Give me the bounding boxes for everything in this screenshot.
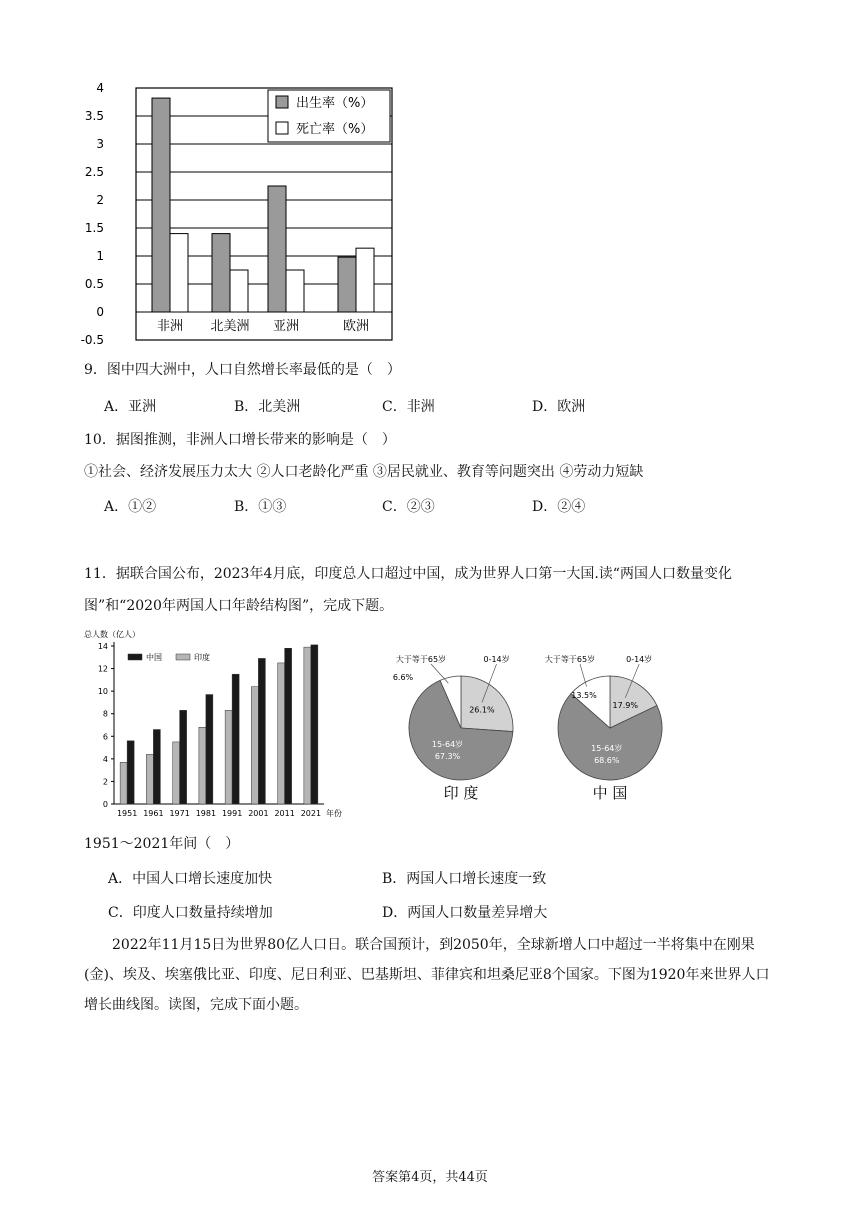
y-tick-label: 1.5	[84, 221, 104, 235]
x-tick-label: 1971	[169, 809, 190, 818]
slice-name-label: 15-64岁	[431, 740, 464, 750]
q10-option-d[interactable]: D．②④	[532, 499, 586, 515]
legend-swatch	[276, 122, 288, 134]
china-bar	[206, 695, 213, 804]
y-tick-label: 6	[102, 732, 108, 742]
question-11-intro-line1: 11．据联合国公布，2023年4月底，印度总人口超过中国，成为世界人口第一大国.读“两国人口数量变化	[84, 566, 732, 582]
y-tick-label: 1	[96, 249, 104, 263]
birth-rate-bar	[152, 98, 170, 312]
x-tick-label: 1981	[195, 809, 217, 818]
china-bar	[311, 645, 318, 804]
india-bar	[304, 647, 311, 804]
india-bar	[120, 762, 127, 804]
birth-rate-bar	[338, 257, 356, 312]
slice-value-label: 13.5%	[571, 691, 597, 700]
y-tick-label: 0	[102, 800, 108, 809]
question-11-intro-line2: 图”和“2020年两国人口年龄结构图”，完成下题。	[84, 598, 394, 614]
pie-title: 中 国	[592, 784, 628, 802]
x-category-label: 亚洲	[272, 319, 300, 334]
x-tick-label: 2011	[274, 809, 295, 818]
question-9-stem: 9．图中四大洲中，人口自然增长率最低的是（ ）	[84, 362, 401, 378]
x-axis-title: 年份	[326, 809, 342, 818]
x-tick-label: 1961	[143, 809, 164, 818]
q11-option-d[interactable]: D．两国人口数量差异增大	[382, 905, 548, 921]
y-tick-label: 4	[96, 81, 104, 95]
china-bar	[180, 710, 187, 804]
india-bar	[199, 727, 206, 804]
death-rate-bar	[230, 270, 248, 312]
q11-option-b[interactable]: B．两国人口增长速度一致	[382, 871, 547, 887]
legend-swatch	[276, 96, 288, 108]
page-footer: 答案第4页，共44页	[372, 1170, 488, 1185]
y-tick-label: 0.5	[84, 277, 104, 291]
legend-label: 印度	[194, 653, 210, 662]
y-tick-label: 12	[97, 664, 108, 674]
slice-name-label: 大于等于65岁	[544, 655, 596, 664]
pie-china	[545, 654, 662, 802]
y-tick-label: 2	[96, 193, 104, 207]
slice-value-label: 68.6%	[594, 756, 620, 766]
y-tick-label: -0.5	[80, 333, 104, 347]
y-tick-label: 10	[97, 687, 108, 697]
india-bar	[225, 710, 232, 804]
china-bar	[153, 730, 160, 804]
y-tick-label: 14	[97, 642, 108, 651]
slice-value-label: 67.3%	[434, 752, 461, 762]
y-tick-label: 3.5	[84, 109, 104, 123]
pie-india	[393, 654, 513, 802]
pie-slice	[461, 676, 513, 732]
y-axis-title: 总人数（亿人）	[84, 630, 140, 639]
legend-swatch	[128, 654, 142, 660]
age-structure-pie-charts	[362, 644, 672, 804]
legend-label: 中国	[146, 653, 162, 662]
death-rate-bar	[170, 234, 188, 312]
legend-label: 死亡率（%）	[296, 122, 374, 137]
question-10-stem: 10．据图推测，非洲人口增长带来的影响是（ ）	[84, 432, 396, 448]
birth-rate-bar	[212, 234, 230, 312]
india-bar	[278, 663, 285, 804]
slice-name-label: 0-14岁	[483, 655, 510, 664]
china-bar	[285, 648, 292, 804]
q11-option-c[interactable]: C．印度人口数量持续增加	[108, 905, 273, 921]
birth-death-rate-chart	[80, 78, 400, 350]
india-bar	[146, 754, 153, 804]
india-bar	[251, 687, 258, 804]
q9-option-d[interactable]: D．欧洲	[532, 399, 586, 415]
x-tick-label: 1951	[116, 809, 138, 818]
world-population-paragraph: 2022年11月15日为世界80亿人口日。联合国预计，到2050年，全球新增人口中超过一半将集中在刚果(金)、埃及、埃塞俄比亚、印度、尼日利亚、巴基斯坦、菲律宾和坦桑尼亚8个国家。下图为1920年来世界人口增长曲线图。读图，完成下面小题。	[84, 937, 770, 1013]
question-10-choices: ①社会、经济发展压力太大 ②人口老龄化严重 ③居民就业、教育等问题突出 ④劳动力短缺	[84, 464, 644, 480]
q9-option-c[interactable]: C．非洲	[382, 399, 435, 415]
question-11-stem: 1951～2021年间（ ）	[84, 836, 240, 852]
birth-rate-bar	[268, 186, 286, 312]
x-tick-label: 1991	[221, 809, 243, 818]
y-tick-label: 0	[96, 305, 104, 319]
population-change-chart	[80, 624, 350, 824]
slice-name-label: 15-64岁	[591, 744, 623, 754]
x-category-label: 非洲	[156, 319, 184, 334]
legend-label: 出生率（%）	[296, 96, 374, 111]
india-bar	[173, 742, 180, 804]
x-category-label: 欧洲	[342, 319, 370, 334]
y-tick-label: 3	[96, 137, 104, 151]
q11-option-a[interactable]: A．中国人口增长速度加快	[108, 871, 273, 887]
china-bar	[232, 674, 239, 804]
y-tick-label: 8	[102, 709, 108, 719]
death-rate-bar	[356, 248, 374, 312]
x-category-label: 北美洲	[210, 319, 250, 334]
pie-title: 印 度	[443, 784, 479, 802]
y-tick-label: 2.5	[84, 165, 104, 179]
x-tick-label: 2021	[300, 809, 322, 818]
slice-value-label: 26.1%	[469, 705, 495, 715]
legend-swatch	[176, 654, 190, 660]
q10-option-a[interactable]: A．①②	[104, 499, 157, 515]
y-tick-label: 4	[102, 754, 108, 764]
q9-option-b[interactable]: B．北美洲	[234, 399, 301, 415]
slice-name-label: 大于等于65岁	[395, 655, 447, 664]
q9-option-a[interactable]: A．亚洲	[104, 399, 157, 415]
q10-option-c[interactable]: C．②③	[382, 499, 435, 515]
slice-value-label: 17.9%	[612, 700, 638, 710]
y-tick-label: 2	[102, 777, 108, 787]
china-bar	[258, 658, 265, 804]
slice-name-label: 0-14岁	[626, 655, 653, 664]
slice-value-label: 6.6%	[392, 673, 414, 682]
x-tick-label: 2001	[248, 809, 269, 818]
china-bar	[127, 741, 134, 804]
death-rate-bar	[286, 270, 304, 312]
q10-option-b[interactable]: B．①③	[234, 499, 287, 515]
